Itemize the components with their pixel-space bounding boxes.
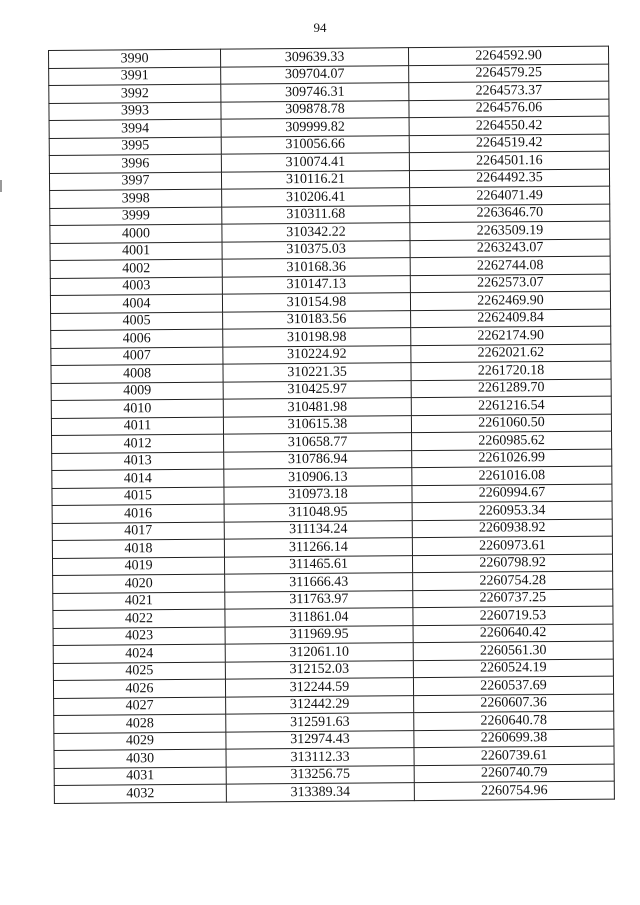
y-coordinate-cell: 2262469.90: [410, 291, 610, 310]
table-body: [49, 46, 615, 803]
x-coordinate-cell: 309878.78: [221, 100, 409, 119]
point-number-cell: 4031: [54, 767, 226, 786]
point-number-cell: 4009: [51, 382, 223, 401]
y-coordinate-cell: 2264501.16: [409, 151, 609, 170]
point-number-cell: 3993: [49, 102, 221, 121]
point-number-cell: 4013: [52, 452, 224, 471]
x-coordinate-cell: 313256.75: [226, 765, 414, 784]
x-coordinate-cell: 312244.59: [225, 678, 413, 697]
point-number-cell: 3999: [50, 207, 222, 226]
point-number-cell: 3998: [50, 189, 222, 208]
point-number-cell: 4018: [52, 539, 224, 558]
x-coordinate-cell: 309704.07: [221, 65, 409, 84]
y-coordinate-cell: 2261016.08: [412, 466, 612, 485]
x-coordinate-cell: 310183.56: [223, 310, 411, 329]
y-coordinate-cell: 2263646.70: [410, 204, 610, 223]
x-coordinate-cell: 311134.24: [224, 520, 412, 539]
x-coordinate-cell: 310206.41: [222, 188, 410, 207]
x-coordinate-cell: 313112.33: [226, 748, 414, 767]
x-coordinate-cell: 310786.94: [224, 450, 412, 469]
y-coordinate-cell: 2260740.79: [414, 764, 614, 783]
y-coordinate-cell: 2260798.92: [412, 554, 612, 573]
x-coordinate-cell: 310154.98: [222, 293, 410, 312]
point-number-cell: 4026: [53, 679, 225, 698]
y-coordinate-cell: 2261216.54: [411, 396, 611, 415]
x-coordinate-cell: 312061.10: [225, 643, 413, 662]
y-coordinate-cell: 2263243.07: [410, 239, 610, 258]
x-coordinate-cell: 311763.97: [225, 590, 413, 609]
point-number-cell: 3996: [49, 154, 221, 173]
x-coordinate-cell: 313389.34: [226, 783, 414, 802]
y-coordinate-cell: 2260719.53: [413, 606, 613, 625]
page-number: 94: [313, 20, 327, 35]
y-coordinate-cell: 2260754.28: [413, 571, 613, 590]
x-coordinate-cell: 309639.33: [220, 48, 408, 67]
x-coordinate-cell: 310198.98: [223, 328, 411, 347]
table-row: [54, 781, 614, 803]
y-coordinate-cell: 2262174.90: [411, 326, 611, 345]
point-number-cell: 4030: [54, 749, 226, 768]
x-coordinate-cell: 310658.77: [224, 433, 412, 452]
point-number-cell: 4006: [51, 329, 223, 348]
scan-margin-mark: [0, 180, 2, 192]
x-coordinate-cell: 310615.38: [223, 415, 411, 434]
y-coordinate-cell: 2262409.84: [411, 309, 611, 328]
point-number-cell: 4005: [51, 312, 223, 331]
y-coordinate-cell: 2260754.96: [414, 781, 614, 800]
y-coordinate-cell: 2264492.35: [409, 169, 609, 188]
y-coordinate-cell: 2261026.99: [412, 449, 612, 468]
point-number-cell: 3991: [49, 67, 221, 86]
y-coordinate-cell: 2260994.67: [412, 484, 612, 503]
point-number-cell: 3992: [49, 84, 221, 103]
y-coordinate-cell: 2260607.36: [414, 694, 614, 713]
y-coordinate-cell: 2260985.62: [412, 431, 612, 450]
x-coordinate-cell: 309999.82: [221, 118, 409, 137]
x-coordinate-cell: 311266.14: [224, 538, 412, 557]
x-coordinate-cell: 310074.41: [221, 153, 409, 172]
y-coordinate-cell: 2264579.25: [409, 64, 609, 83]
y-coordinate-cell: 2264071.49: [410, 186, 610, 205]
point-number-cell: 3997: [49, 172, 221, 191]
y-coordinate-cell: 2260561.30: [413, 641, 613, 660]
y-coordinate-cell: 2262573.07: [410, 274, 610, 293]
x-coordinate-cell: 310906.13: [224, 468, 412, 487]
coordinates-table: [48, 46, 615, 804]
y-coordinate-cell: 2262744.08: [410, 256, 610, 275]
point-number-cell: 4010: [51, 399, 223, 418]
point-number-cell: 4001: [50, 242, 222, 261]
x-coordinate-cell: 312152.03: [225, 660, 413, 679]
x-coordinate-cell: 311666.43: [225, 573, 413, 592]
x-coordinate-cell: 310168.36: [222, 258, 410, 277]
point-number-cell: 4014: [52, 469, 224, 488]
point-number-cell: 4002: [50, 259, 222, 278]
point-number-cell: 4007: [51, 347, 223, 366]
point-number-cell: 4021: [53, 592, 225, 611]
point-number-cell: 4000: [50, 224, 222, 243]
y-coordinate-cell: 2260537.69: [413, 676, 613, 695]
x-coordinate-cell: 310973.18: [224, 485, 412, 504]
point-number-cell: 4017: [52, 522, 224, 541]
coordinates-table-container: [48, 46, 614, 804]
y-coordinate-cell: 2260640.42: [413, 624, 613, 643]
point-number-cell: 4016: [52, 504, 224, 523]
point-number-cell: 4028: [54, 714, 226, 733]
point-number-cell: 4029: [54, 732, 226, 751]
y-coordinate-cell: 2260524.19: [413, 659, 613, 678]
x-coordinate-cell: 309746.31: [221, 83, 409, 102]
point-number-cell: 4023: [53, 627, 225, 646]
x-coordinate-cell: 311861.04: [225, 608, 413, 627]
point-number-cell: 4012: [52, 434, 224, 453]
x-coordinate-cell: 312974.43: [226, 730, 414, 749]
point-number-cell: 4019: [52, 557, 224, 576]
y-coordinate-cell: 2260953.34: [412, 501, 612, 520]
point-number-cell: 4011: [51, 417, 223, 436]
y-coordinate-cell: 2260973.61: [412, 536, 612, 555]
point-number-cell: 4003: [50, 277, 222, 296]
x-coordinate-cell: 310056.66: [221, 135, 409, 154]
point-number-cell: 3990: [49, 49, 221, 68]
point-number-cell: 4015: [52, 487, 224, 506]
x-coordinate-cell: 310147.13: [222, 275, 410, 294]
y-coordinate-cell: 2260938.92: [412, 519, 612, 538]
point-number-cell: 3995: [49, 137, 221, 156]
y-coordinate-cell: 2260699.38: [414, 729, 614, 748]
y-coordinate-cell: 2260737.25: [413, 589, 613, 608]
y-coordinate-cell: 2263509.19: [410, 221, 610, 240]
x-coordinate-cell: 310425.97: [223, 380, 411, 399]
y-coordinate-cell: 2264576.06: [409, 99, 609, 118]
x-coordinate-cell: 310375.03: [222, 240, 410, 259]
y-coordinate-cell: 2260739.61: [414, 746, 614, 765]
point-number-cell: 4022: [53, 609, 225, 628]
point-number-cell: 4024: [53, 644, 225, 663]
y-coordinate-cell: 2262021.62: [411, 344, 611, 363]
y-coordinate-cell: 2261289.70: [411, 379, 611, 398]
point-number-cell: 4008: [51, 364, 223, 383]
y-coordinate-cell: 2264519.42: [409, 134, 609, 153]
point-number-cell: 4025: [53, 662, 225, 681]
y-coordinate-cell: 2264550.42: [409, 116, 609, 135]
x-coordinate-cell: 311465.61: [224, 555, 412, 574]
y-coordinate-cell: 2264573.37: [409, 81, 609, 100]
x-coordinate-cell: 311969.95: [225, 625, 413, 644]
y-coordinate-cell: 2261720.18: [411, 361, 611, 380]
x-coordinate-cell: 310116.21: [221, 170, 409, 189]
x-coordinate-cell: 311048.95: [224, 503, 412, 522]
x-coordinate-cell: 312442.29: [226, 695, 414, 714]
y-coordinate-cell: 2264592.90: [408, 46, 608, 65]
point-number-cell: 4027: [54, 697, 226, 716]
x-coordinate-cell: 310481.98: [223, 398, 411, 417]
x-coordinate-cell: 310342.22: [222, 223, 410, 242]
x-coordinate-cell: 310221.35: [223, 363, 411, 382]
y-coordinate-cell: 2261060.50: [411, 414, 611, 433]
y-coordinate-cell: 2260640.78: [414, 711, 614, 730]
point-number-cell: 3994: [49, 119, 221, 138]
point-number-cell: 4020: [53, 574, 225, 593]
x-coordinate-cell: 310311.68: [222, 205, 410, 224]
point-number-cell: 4032: [54, 784, 226, 803]
point-number-cell: 4004: [50, 294, 222, 313]
x-coordinate-cell: 312591.63: [226, 713, 414, 732]
x-coordinate-cell: 310224.92: [223, 345, 411, 364]
